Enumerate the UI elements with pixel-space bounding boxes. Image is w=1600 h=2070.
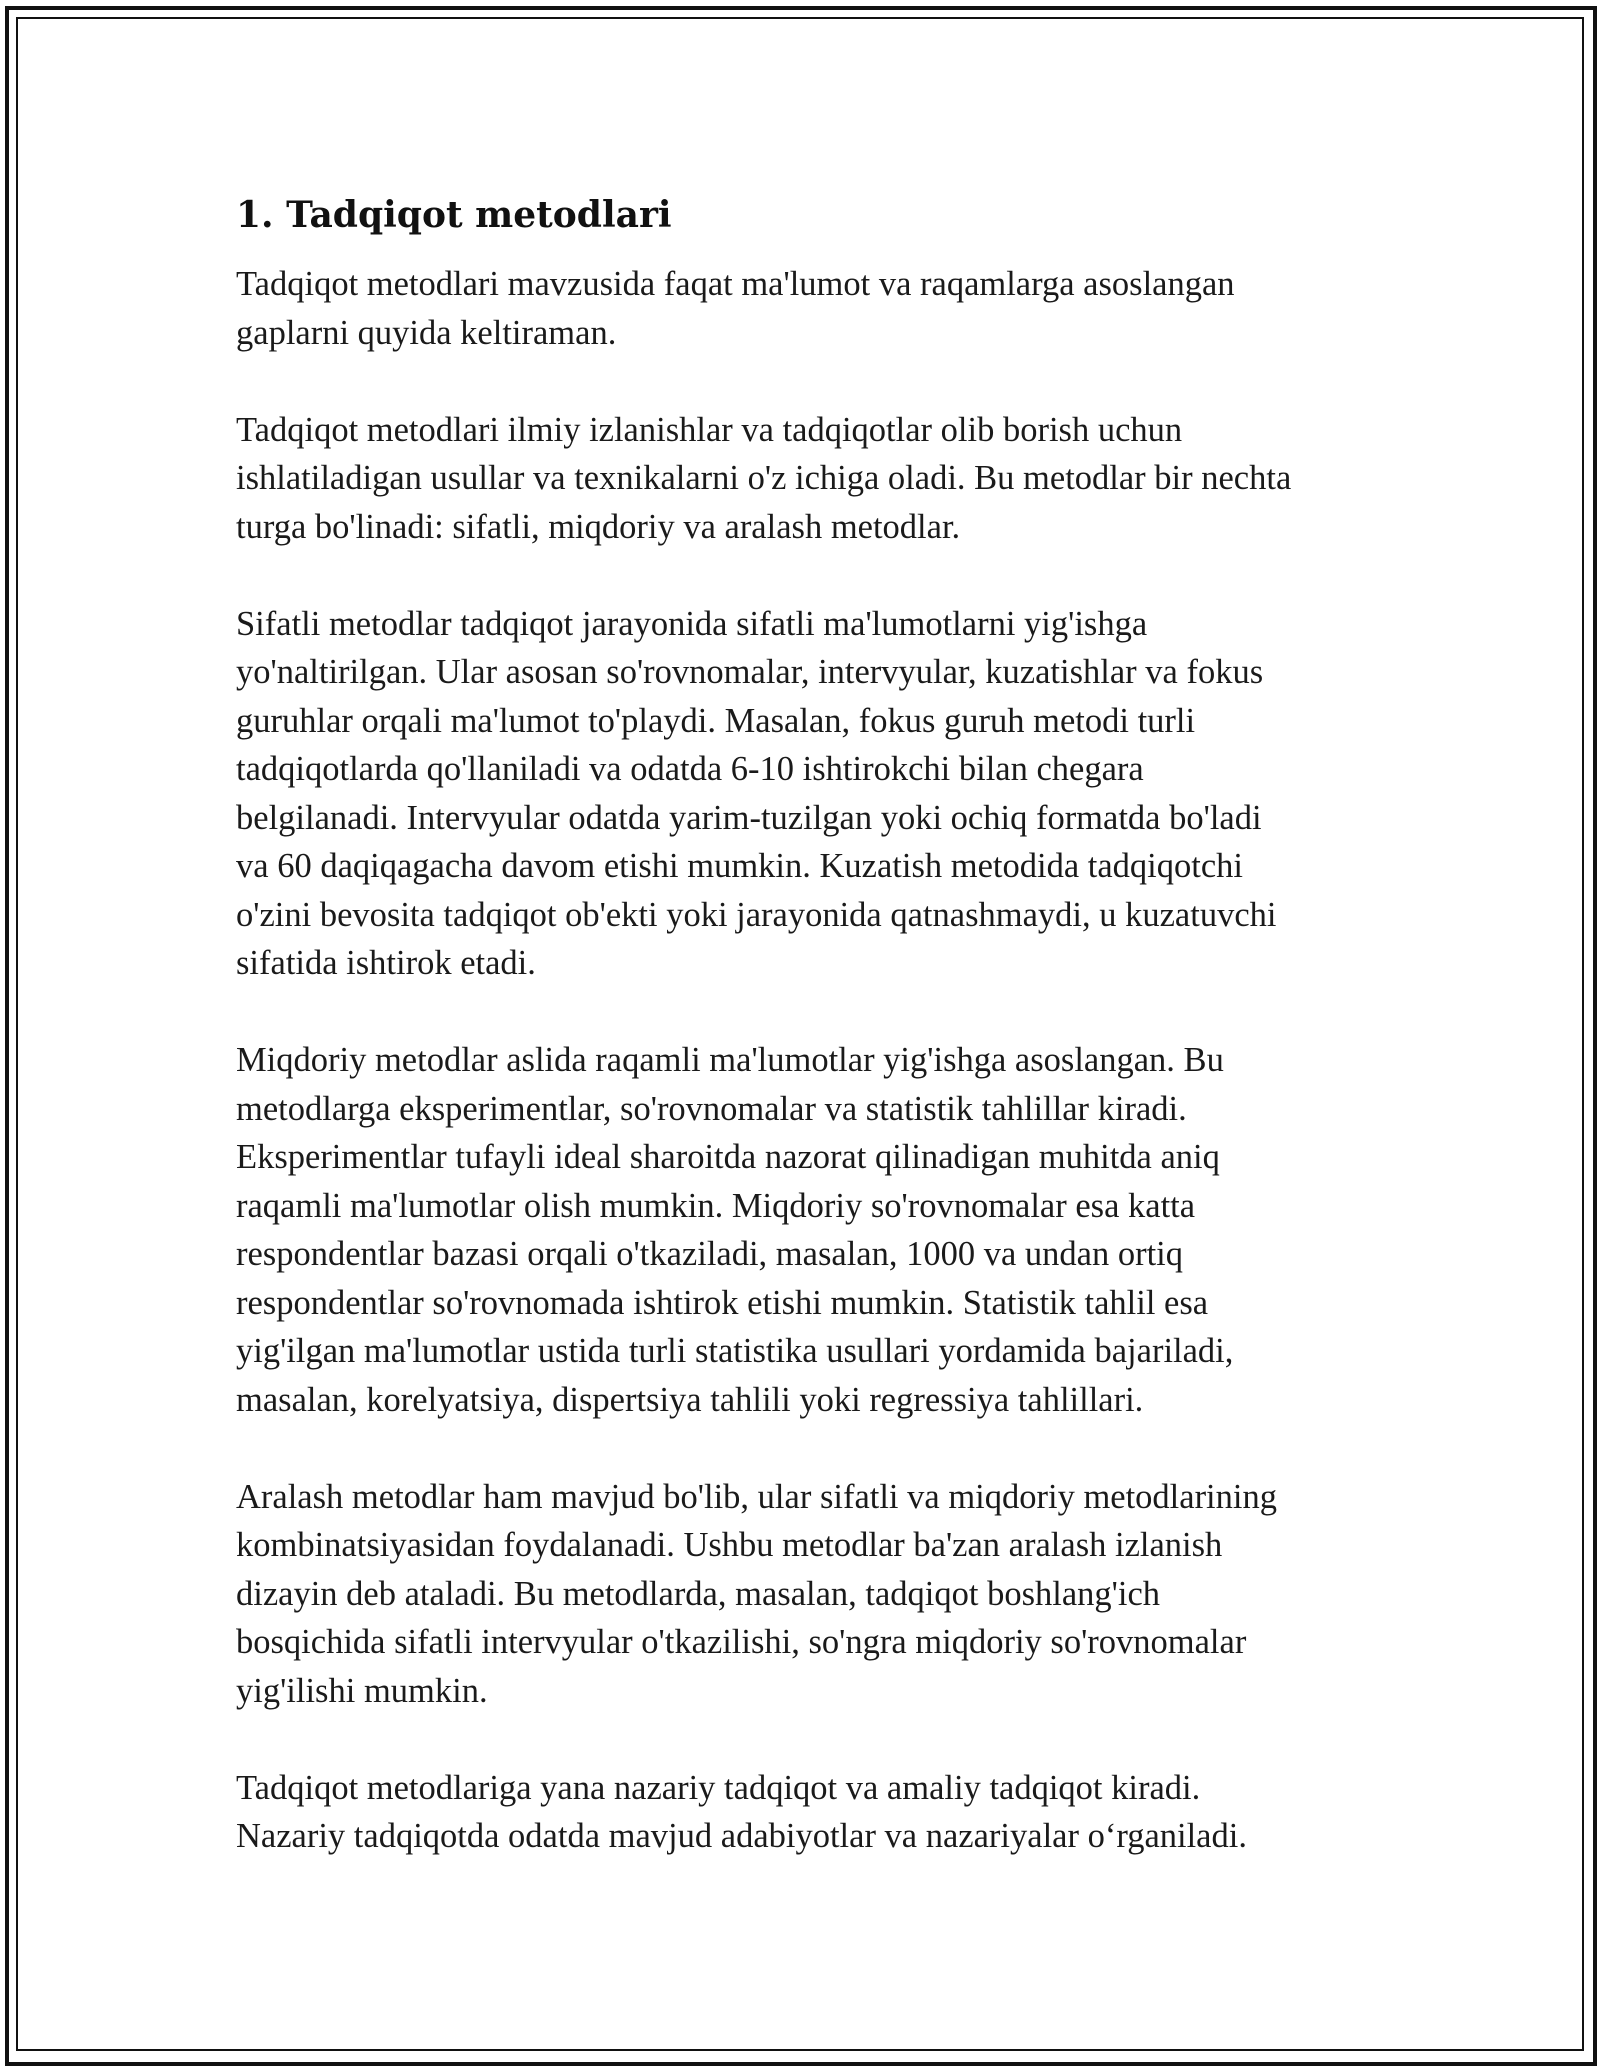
- paragraph-line: Aralash metodlar ham mavjud bo'lib, ular sifatli va miqdoriy metodlarining: [236, 1477, 1277, 1516]
- paragraph-line: metodlarga eksperimentlar, so'rovnomalar va statistik tahlillar kiradi.: [236, 1089, 1187, 1128]
- paragraph-line: guruhlar orqali ma'lumot to'playdi. Masalan, fokus guruh metodi turli: [236, 701, 1196, 740]
- paragraph-line: Sifatli metodlar tadqiqot jarayonida sifatli ma'lumotlarni yig'ishga: [236, 604, 1148, 643]
- paragraph: [236, 1764, 1376, 1861]
- paragraph-line: yig'ilishi mumkin.: [236, 1671, 488, 1710]
- paragraph: [236, 1036, 1376, 1424]
- paragraph-line: yig'ilgan ma'lumotlar ustida turli statistika usullari yordamida bajariladi,: [236, 1332, 1234, 1370]
- paragraph-line: belgilanadi. Intervyular odatda yarim-tuzilgan yoki ochiq formatda bo'ladi: [236, 798, 1262, 837]
- paragraph-line: raqamli ma'lumotlar olish mumkin. Miqdoriy so'rovnomalar esa katta: [236, 1186, 1196, 1225]
- paragraph-line: Tadqiqot metodlari ilmiy izlanishlar va tadqiqotlar olib borish uchun: [236, 410, 1183, 449]
- paragraph: [236, 600, 1376, 988]
- paragraph-line: tadqiqotlarda qo'llaniladi va odatda 6-10 ishtirokchi bilan chegara: [236, 750, 1144, 788]
- paragraph: [236, 260, 1376, 357]
- paragraph-line: Tadqiqot metodlari mavzusida faqat ma'lumot va raqamlarga asoslangan: [236, 265, 1235, 303]
- paragraph-line: Eksperimentlar tufayli ideal sharoitda nazorat qilinadigan muhitda aniq: [236, 1138, 1220, 1176]
- paragraph-container: [236, 260, 1376, 1861]
- paragraph-line: Miqdoriy metodlar aslida raqamli ma'lumotlar yig'ishga asoslangan. Bu: [236, 1041, 1224, 1079]
- paragraph: [236, 406, 1376, 552]
- document-body: [236, 178, 1376, 1909]
- paragraph-line: va 60 daqiqagacha davom etishi mumkin. Kuzatish metodida tadqiqotchi: [236, 847, 1243, 885]
- paragraph-line: sifatida ishtirok etadi.: [236, 944, 536, 982]
- paragraph-line: kombinatsiyasidan foydalanadi. Ushbu metodlar ba'zan aralash izlanish: [236, 1526, 1223, 1564]
- paragraph-line: ishlatiladigan usullar va texnikalarni o'z ichiga oladi. Bu metodlar bir nechta: [236, 459, 1292, 497]
- paragraph-line: Tadqiqot metodlariga yana nazariy tadqiqot va amaliy tadqiqot kiradi.: [236, 1768, 1201, 1807]
- paragraph-line: turga bo'linadi: sifatli, miqdoriy va aralash metodlar.: [236, 507, 961, 546]
- paragraph-line: Nazariy tadqiqotda odatda mavjud adabiyotlar va nazariyalar o‘rganiladi.: [236, 1817, 1247, 1855]
- paragraph-line: respondentlar so'rovnomada ishtirok etishi mumkin. Statistik tahlil esa: [236, 1283, 1209, 1322]
- paragraph-line: o'zini bevosita tadqiqot ob'ekti yoki jarayonida qatnashmaydi, u kuzatuvchi: [236, 895, 1277, 934]
- paragraph-line: bosqichida sifatli intervyular o'tkazilishi, so'ngra miqdoriy so'rovnomalar: [236, 1623, 1247, 1661]
- paragraph-line: respondentlar bazasi orqali o'tkaziladi, masalan, 1000 va undan ortiq: [236, 1235, 1183, 1273]
- paragraph-line: masalan, korelyatsiya, dispertsiya tahlili yoki regressiya tahlillari.: [236, 1380, 1144, 1419]
- paragraph-line: yo'naltirilgan. Ular asosan so'rovnomalar, intervyular, kuzatishlar va fokus: [236, 653, 1264, 691]
- section-title: 1. Tadqiqot metodlari: [236, 194, 672, 236]
- paragraph-line: dizayin deb ataladi. Bu metodlarda, masalan, tadqiqot boshlang'ich: [236, 1574, 1161, 1613]
- paragraph: [236, 1473, 1376, 1716]
- paragraph-line: gaplarni quyida keltiraman.: [236, 313, 617, 352]
